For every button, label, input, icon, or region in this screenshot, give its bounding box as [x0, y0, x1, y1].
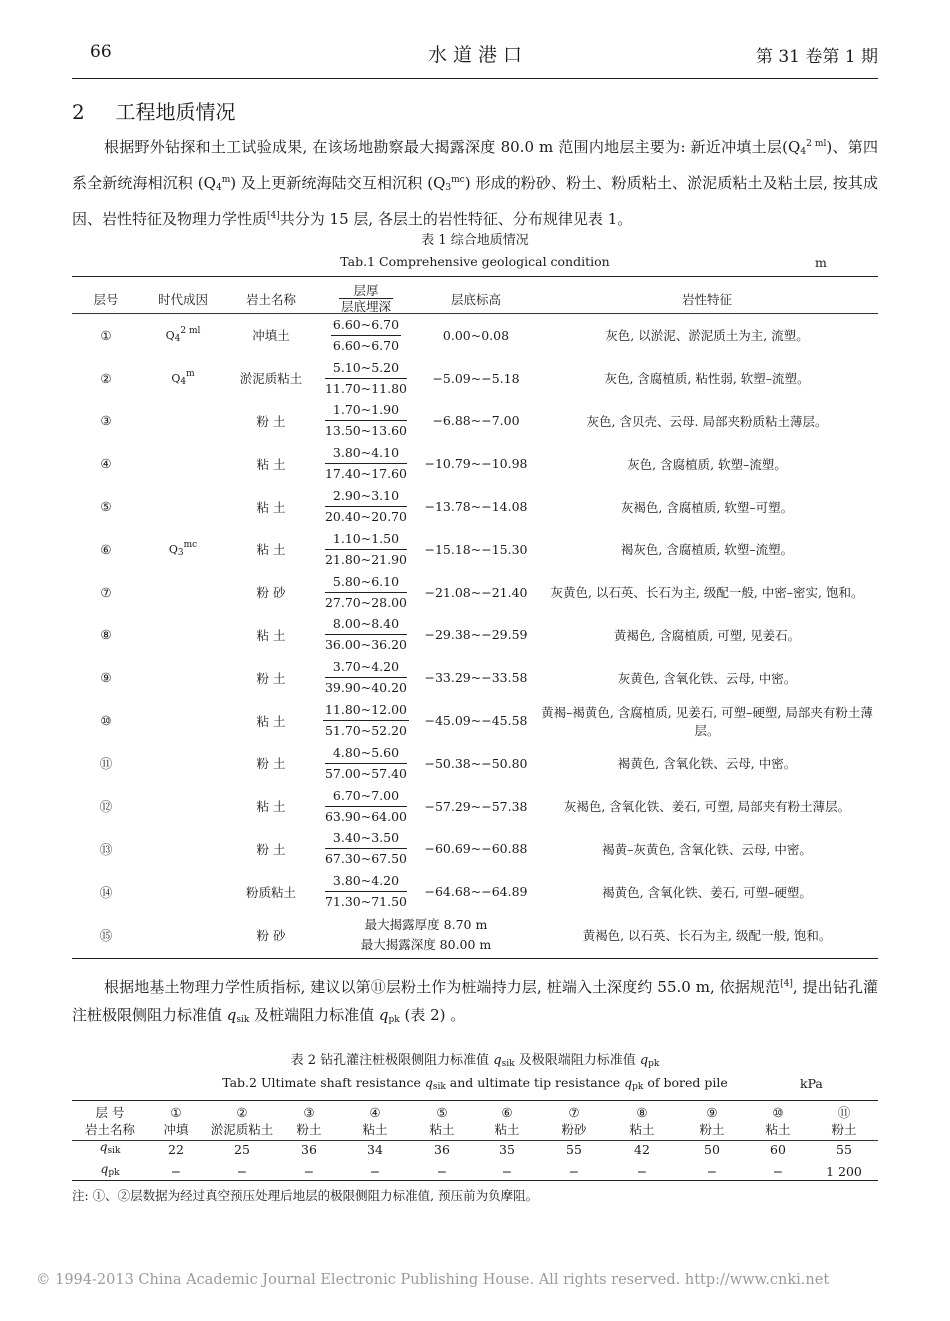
- bottom-elevation: −21.08~−21.40: [424, 584, 528, 600]
- table2-cell: ⑧: [636, 1105, 648, 1120]
- th-bottom-depth: 层底埋深: [340, 299, 391, 314]
- bottom-depth: 39.90~40.20: [324, 680, 408, 696]
- table1-row: [72, 485, 878, 528]
- header-rule: [72, 78, 878, 79]
- bottom-elevation: −60.69~−60.88: [424, 841, 528, 857]
- age-code: [140, 442, 226, 485]
- table2-cell: 42: [634, 1141, 650, 1157]
- thickness: 5.80~6.10: [325, 572, 407, 593]
- th-soil-name: 岩土名称: [245, 291, 296, 307]
- layer-no: ①: [100, 327, 112, 343]
- table1-row: [72, 913, 878, 956]
- table2-cell: −: [236, 1163, 248, 1179]
- thickness: 3.80~4.20: [325, 871, 407, 892]
- table2-cell: ②: [236, 1105, 248, 1120]
- layer-no: ⑤: [100, 499, 112, 515]
- geology-table: [72, 283, 878, 956]
- para2-qsik: q: [226, 1006, 237, 1024]
- bottom-elevation: −13.78~−14.08: [424, 499, 528, 515]
- bottom-depth: 17.40~17.60: [324, 466, 408, 482]
- para1-q4b-sup: m: [221, 175, 231, 185]
- table2-caption-en: Tab.2 Ultimate shaft resistance $q_{sik}$ and ultimate tip resistance $q_{pk}$ of bored pile: [222, 1075, 728, 1092]
- para1-q4a-sup: 2 ml: [806, 139, 827, 149]
- para1-q4b-sub: 4: [215, 183, 222, 193]
- layer-no: ⑬: [99, 841, 113, 857]
- bottom-depth: 11.70~11.80: [324, 380, 408, 396]
- bottom-elevation: −64.68~−64.89: [424, 884, 528, 900]
- para1-q4a-sub: 4: [800, 147, 807, 157]
- table1-caption-cn: 表 1 综合地质情况: [421, 233, 529, 248]
- table2-cell: −: [636, 1163, 648, 1179]
- thickness-depth: [316, 785, 416, 828]
- bottom-depth: 27.70~28.00: [324, 594, 408, 610]
- table2-row: [72, 1138, 878, 1160]
- max-depth: 最大揭露深度 80.00 m: [360, 936, 492, 952]
- table2-cell: ⑥: [501, 1105, 513, 1120]
- characteristics: 灰色, 含贝壳、云母. 局部夹粉质粘土薄层。: [586, 413, 828, 429]
- para1-ref: [4]: [267, 211, 280, 221]
- para2-text-2: , 提出钻孔灌注桩极限侧阻力标准值: [72, 978, 878, 1024]
- characteristics: 灰黄色, 含氧化铁、云母, 中密。: [617, 670, 797, 686]
- thickness: 1.10~1.50: [325, 529, 407, 550]
- row-label: $q_{sik}$: [99, 1139, 121, 1156]
- thickness: 1.70~1.90: [325, 400, 407, 421]
- layer-no: ⑫: [99, 799, 113, 815]
- layer-no: ⑧: [100, 627, 112, 643]
- thickness-depth: [316, 742, 416, 785]
- characteristics: 灰黄色, 以石英、长石为主, 级配一般, 中密–密实, 饱和。: [550, 585, 864, 601]
- characteristics: 褐黄–灰黄色, 含氧化铁、云母, 中密。: [602, 841, 812, 857]
- thickness: 11.80~12.00: [323, 700, 409, 721]
- th-layer-no: 层号: [93, 291, 119, 307]
- paragraph-2: [72, 970, 878, 1034]
- table1-row: [72, 314, 878, 357]
- soil-name: 粉 砂: [256, 927, 286, 943]
- age-code: [140, 870, 226, 913]
- thickness-depth: [316, 571, 416, 614]
- characteristics: 灰褐色, 含腐植质, 软塑–可塑。: [620, 499, 794, 515]
- thickness: 5.10~5.20: [325, 358, 407, 379]
- th-thickness: 层厚: [339, 283, 392, 299]
- thickness: 3.40~3.50: [325, 828, 407, 849]
- soil-name: 粘 土: [256, 456, 286, 472]
- table2-cell: 55: [566, 1141, 582, 1157]
- table2-cell: 50: [704, 1141, 720, 1157]
- para1-text-4: ) 形成的粉砂、粉土、粉质粘土、淤泥质粘土及粘土层, 按其成因、岩性特征及物理力学性质: [72, 174, 878, 228]
- characteristics: 黄褐色, 以石英、长石为主, 级配一般, 饱和。: [582, 927, 832, 943]
- table1-row: [72, 528, 878, 571]
- table2-mid-rule: [72, 1140, 878, 1141]
- table2-unit: kPa: [800, 1076, 823, 1091]
- bottom-elevation: −33.29~−33.58: [424, 670, 528, 686]
- table2-note: 注: ①、②层数据为经过真空预压处理后地层的极限侧阻力标准值, 预压前为负摩阻。: [72, 1188, 539, 1203]
- soil-name: 粘 土: [256, 542, 286, 558]
- table2-cell: −: [706, 1163, 718, 1179]
- table1-row: [72, 442, 878, 485]
- age-code: [140, 699, 226, 742]
- layer-no: ⑭: [99, 884, 113, 900]
- characteristics: 黄褐–褐黄色, 含腐植质, 见姜石, 可塑–硬塑, 局部夹有粉土薄层。: [541, 704, 873, 738]
- thickness-depth: [316, 828, 416, 871]
- table1-bottom-rule: [72, 958, 878, 959]
- para2-text-4: (表 2) 。: [399, 1006, 466, 1024]
- thickness: 3.80~4.10: [325, 443, 407, 464]
- th-thickness-depth: [316, 283, 416, 314]
- bottom-depth: 71.30~71.50: [324, 894, 408, 910]
- para2-text-1: 根据地基土物理力学性质指标, 建议以第⑪层粉土作为桩端持力层, 桩端入土深度约 55.0 m, 依据规范: [104, 978, 781, 996]
- table2-cell: 粉土: [831, 1122, 857, 1137]
- bottom-depth: 67.30~67.50: [324, 851, 408, 867]
- table2-cell: 34: [367, 1141, 383, 1157]
- layer-no: ⑮: [99, 927, 113, 943]
- thickness-depth: [316, 442, 416, 485]
- table2-cell: 1 200: [826, 1163, 862, 1179]
- age-code: [140, 400, 226, 443]
- para2-qsik-sub: sik: [236, 1015, 250, 1025]
- table2-cell: −: [501, 1163, 513, 1179]
- bottom-depth: 63.90~64.00: [324, 808, 408, 824]
- table1-unit: m: [815, 255, 827, 270]
- table1-row: [72, 614, 878, 657]
- table1-row: [72, 571, 878, 614]
- thickness-depth: [316, 699, 416, 742]
- thickness-depth: [316, 357, 416, 400]
- age-code: $Q_4^m$: [171, 369, 195, 388]
- table2-cell: ③: [303, 1105, 315, 1120]
- para2-text-3: 及桩端阻力标准值: [249, 1006, 379, 1024]
- table1-row: [72, 400, 878, 443]
- para1-q3-sub: 3: [445, 183, 452, 193]
- thickness: 2.90~3.10: [325, 486, 407, 507]
- table1-header-row: [72, 283, 878, 314]
- soil-name: 粘 土: [256, 799, 286, 815]
- soil-name: 冲填土: [252, 328, 290, 344]
- soil-name: 粉 土: [256, 756, 286, 772]
- th-age: 时代成因: [157, 291, 208, 307]
- table2-row: [72, 1160, 878, 1182]
- th-characteristics: 岩性特征: [681, 291, 732, 307]
- age-code: [140, 742, 226, 785]
- table2-cell: 36: [434, 1141, 450, 1157]
- bottom-elevation: −45.09~−45.58: [424, 713, 528, 729]
- issue-label: 第 31 卷第 1 期: [755, 47, 878, 67]
- table2-cell: −: [568, 1163, 580, 1179]
- layer-no: ⑥: [100, 541, 112, 557]
- bottom-depth: 57.00~57.40: [324, 765, 408, 781]
- age-code: [140, 828, 226, 871]
- table2-cell: −: [772, 1163, 784, 1179]
- bottom-depth: 20.40~20.70: [324, 509, 408, 525]
- soil-name: 粘 土: [256, 713, 286, 729]
- age-code: [140, 656, 226, 699]
- para1-text-2: )、第四系全新统海相沉积 (Q: [72, 138, 879, 192]
- table2-cell: 粘土: [494, 1122, 520, 1137]
- row-label: $q_{pk}$: [100, 1161, 120, 1178]
- max-thickness: 最大揭露厚度 8.70 m: [364, 916, 488, 932]
- age-code: [140, 913, 226, 956]
- table1-row: [72, 699, 878, 742]
- soil-name: 粘 土: [256, 627, 286, 643]
- thickness-depth: [316, 656, 416, 699]
- layer-no: ⑪: [99, 756, 113, 772]
- bottom-elevation: −15.18~−15.30: [424, 541, 528, 557]
- table1-row: [72, 785, 878, 828]
- table2-cell: 淤泥质粘土: [210, 1122, 274, 1137]
- soil-name: 粉 砂: [256, 585, 286, 601]
- max-exposure: [316, 913, 536, 956]
- characteristics: 褐黄色, 含氧化铁、姜石, 可塑–硬塑。: [602, 884, 812, 900]
- layer-no: ⑨: [100, 670, 112, 686]
- table2-caption-cn: 表 2 钻孔灌注桩极限侧阻力标准值 $q_{sik}$ 及极限端阻力标准值 $q_{pk}$: [290, 1053, 660, 1069]
- thickness: 4.80~5.60: [325, 743, 407, 764]
- table2-cell: ⑩: [772, 1105, 784, 1120]
- age-code: [140, 485, 226, 528]
- bottom-elevation: 0.00~0.08: [442, 327, 510, 343]
- soil-name: 粉 土: [256, 413, 286, 429]
- table2-cell: 粘土: [362, 1122, 388, 1137]
- soil-name: 粘 土: [256, 499, 286, 515]
- table2-cell: ⑨: [706, 1105, 718, 1120]
- table2-row: [72, 1121, 878, 1138]
- bottom-elevation: −50.38~−50.80: [424, 755, 528, 771]
- table2-cell: 55: [836, 1141, 852, 1157]
- table1-row: [72, 828, 878, 871]
- bottom-depth: 21.80~21.90: [324, 551, 408, 567]
- layer-no: ⑦: [100, 584, 112, 600]
- table2-top-rule: [72, 1100, 878, 1101]
- section-heading: [72, 96, 235, 125]
- section-title: 工程地质情况: [115, 100, 236, 124]
- age-code: [140, 614, 226, 657]
- table1-caption-en: Tab.1 Comprehensive geological condition: [340, 254, 610, 269]
- table1-header-rule: [72, 313, 878, 314]
- thickness-depth: [316, 400, 416, 443]
- soil-name: 粉 土: [256, 841, 286, 857]
- table2-cell: 粉砂: [561, 1122, 587, 1137]
- table2-cell: 粘土: [629, 1122, 655, 1137]
- age-code: $Q_3^{mc}$: [168, 540, 198, 559]
- table2-cell: ①: [170, 1105, 182, 1120]
- characteristics: 灰褐色, 含氧化铁、姜石, 可塑, 局部夹有粉土薄层。: [563, 799, 851, 815]
- table2-cell: 冲填: [163, 1122, 189, 1137]
- table2-bottom-rule: [72, 1180, 878, 1181]
- th-bottom-elev: 层底标高: [450, 291, 501, 307]
- characteristics: 黄褐色, 含腐植质, 可塑, 见姜石。: [613, 627, 801, 643]
- layer-no: ⑩: [100, 713, 112, 729]
- table2-row: [72, 1104, 878, 1121]
- thickness: 3.70~4.20: [325, 657, 407, 678]
- bottom-depth: 36.00~36.20: [324, 637, 408, 653]
- bottom-elevation: −29.38~−29.59: [424, 627, 528, 643]
- table2-cell: −: [303, 1163, 315, 1179]
- para1-text-5: 共分为 15 层, 各层土的岩性特征、分布规律见表 1。: [279, 210, 633, 228]
- thickness-depth: [316, 314, 416, 357]
- thickness: 6.70~7.00: [325, 786, 407, 807]
- para1-q3-sup: mc: [451, 175, 465, 185]
- row-label: 岩土名称: [84, 1122, 135, 1137]
- soil-name: 淤泥质粘土: [239, 371, 303, 387]
- age-code: [140, 571, 226, 614]
- paragraph-1: [72, 130, 878, 233]
- table2-cell: 35: [499, 1141, 515, 1157]
- table2-cell: 60: [770, 1141, 786, 1157]
- table1-row: [72, 870, 878, 913]
- bottom-elevation: −10.79~−10.98: [424, 456, 528, 472]
- soil-name: 粉 土: [256, 670, 286, 686]
- section-number: 2: [72, 100, 85, 124]
- table2-cell: −: [369, 1163, 381, 1179]
- resistance-table: [72, 1104, 878, 1182]
- characteristics: 灰色, 含腐植质, 软塑–流塑。: [627, 456, 787, 472]
- table2-cell: 36: [301, 1141, 317, 1157]
- journal-title: 水 道 港 口: [427, 44, 523, 66]
- table2-cell: 粉土: [699, 1122, 725, 1137]
- table1-top-rule: [72, 276, 878, 277]
- table2-cell: ⑪: [837, 1105, 851, 1120]
- table1-row: [72, 656, 878, 699]
- characteristics: 灰色, 以淤泥、淤泥质土为主, 流塑。: [605, 328, 809, 344]
- table2-cell: 粉土: [296, 1122, 322, 1137]
- characteristics: 灰色, 含腐植质, 粘性弱, 软塑–流塑。: [604, 371, 810, 387]
- layer-no: ④: [100, 456, 112, 472]
- characteristics: 褐灰色, 含腐植质, 软塑–流塑。: [620, 542, 794, 558]
- bottom-elevation: −57.29~−57.38: [424, 798, 528, 814]
- para2-qpk-sub: pk: [388, 1015, 400, 1025]
- thickness-depth: [316, 528, 416, 571]
- page-number: 66: [90, 42, 112, 62]
- para1-text-1: 根据野外钻探和土工试验成果, 在该场地勘察最大揭露深度 80.0 m 范围内地层主要为: 新近冲填土层: [104, 138, 783, 156]
- thickness: 8.00~8.40: [325, 614, 407, 635]
- thickness: 6.60~6.70: [331, 315, 401, 336]
- age-code: $Q_4^{2 ml}$: [165, 326, 201, 345]
- para1-text-3: ) 及上更新统海陆交互相沉积 (Q: [230, 174, 446, 192]
- age-code: [140, 785, 226, 828]
- bottom-elevation: −5.09~−5.18: [432, 370, 520, 386]
- bottom-depth: 6.60~6.70: [332, 337, 400, 353]
- characteristics: 褐黄色, 含氧化铁、云母, 中密。: [617, 756, 797, 772]
- table1-row: [72, 742, 878, 785]
- layer-no: ②: [100, 370, 112, 386]
- table2-cell: ⑦: [568, 1105, 580, 1120]
- soil-name: 粉质粘土: [245, 884, 296, 900]
- table1-row: [72, 357, 878, 400]
- table2-cell: 粘土: [765, 1122, 791, 1137]
- bottom-depth: 13.50~13.60: [324, 423, 408, 439]
- bottom-depth: 51.70~52.20: [324, 723, 408, 739]
- para2-ref: [4]: [780, 979, 793, 989]
- copyright-footer: © 1994-2013 China Academic Journal Electronic Publishing House. All rights reserved. http://www.cnki.net: [36, 1272, 830, 1288]
- para2-qpk: q: [378, 1006, 389, 1024]
- layer-no: ③: [100, 413, 112, 429]
- table2-cell: −: [436, 1163, 448, 1179]
- thickness-depth: [316, 485, 416, 528]
- table2-cell: 22: [168, 1141, 184, 1157]
- table2-cell: 粘土: [429, 1122, 455, 1137]
- para1-q4a: (Q: [782, 138, 801, 156]
- table2-cell: 25: [234, 1141, 250, 1157]
- row-label: 层 号: [95, 1105, 125, 1120]
- table2-cell: ④: [369, 1105, 381, 1120]
- thickness-depth: [316, 614, 416, 657]
- bottom-elevation: −6.88~−7.00: [432, 413, 520, 429]
- table2-cell: ⑤: [436, 1105, 448, 1120]
- thickness-depth: [316, 870, 416, 913]
- table2-cell: −: [170, 1163, 182, 1179]
